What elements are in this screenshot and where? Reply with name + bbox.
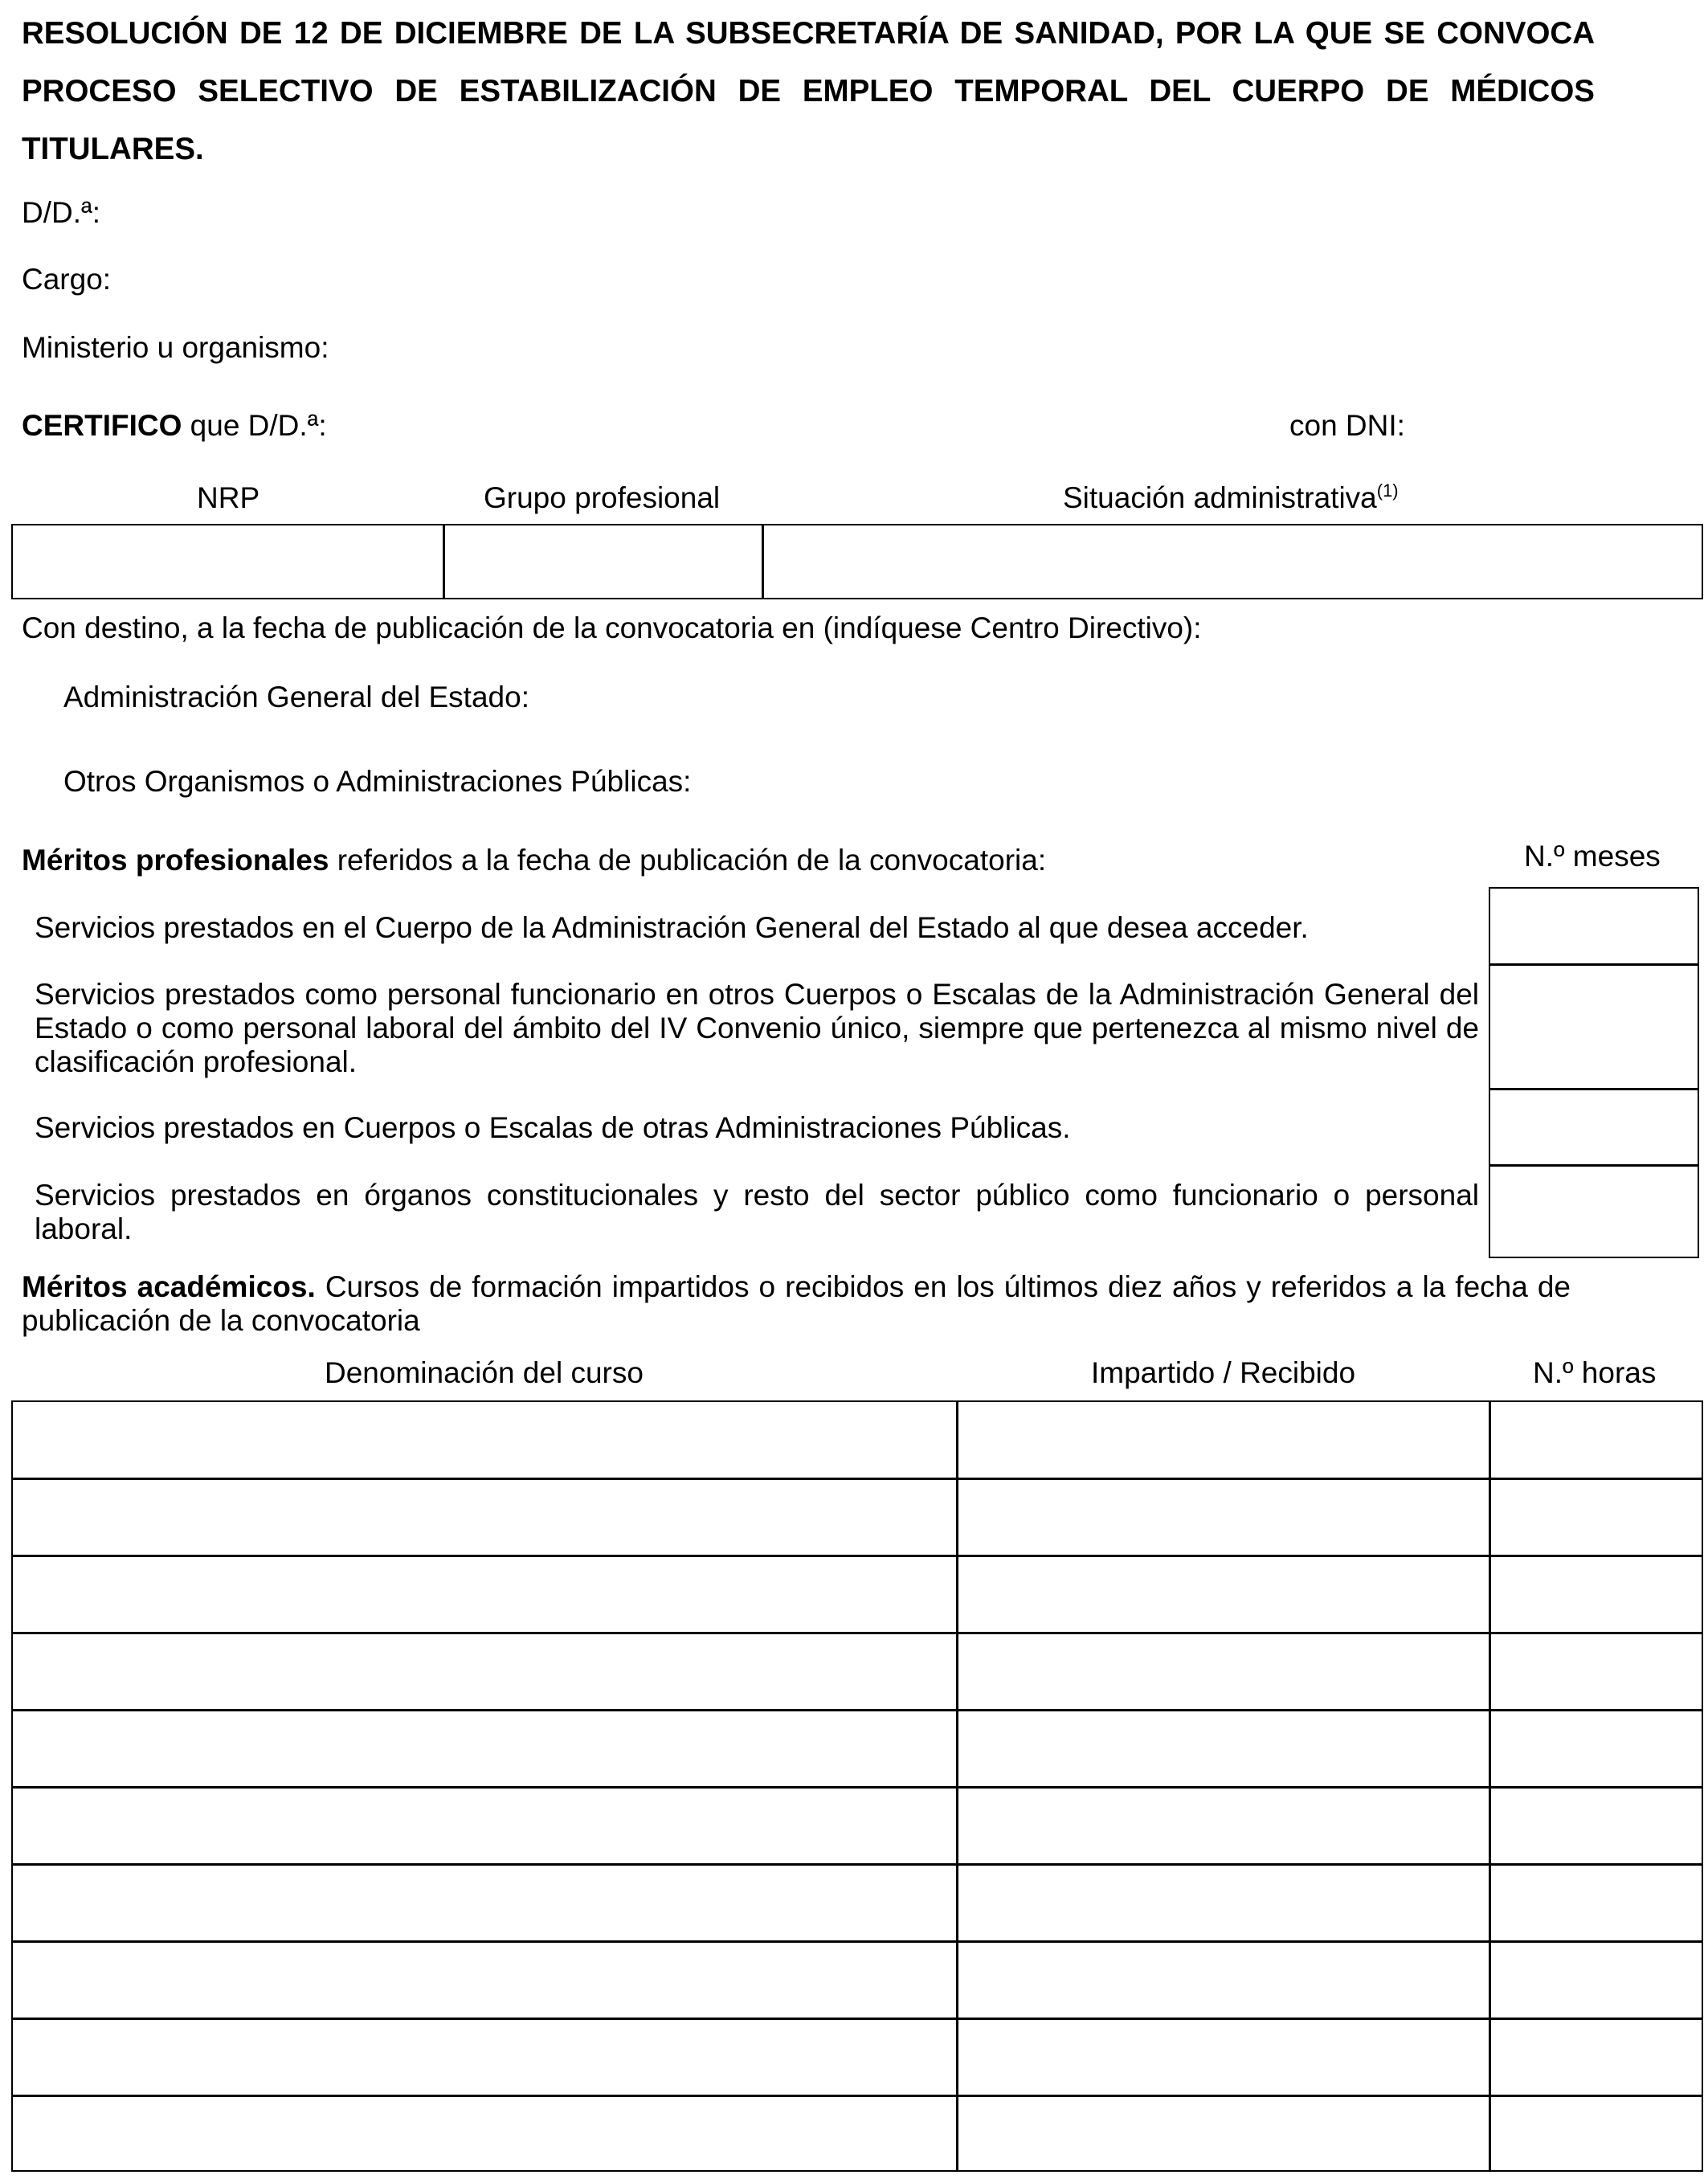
- impartido-input[interactable]: [958, 1866, 1489, 1940]
- horas-input[interactable]: [1490, 2097, 1702, 2171]
- merito-item: Servicios prestados en órganos constitucionales y resto del sector público como funcionario o personal laboral.: [35, 1179, 1479, 1245]
- footnote-mark: (1): [1376, 480, 1399, 501]
- horas-input[interactable]: [1490, 1480, 1702, 1554]
- meses-input[interactable]: [1491, 966, 1697, 1088]
- meses-input[interactable]: [1491, 1090, 1697, 1164]
- horas-input[interactable]: [1490, 1943, 1702, 2017]
- meritos-academicos-bold: Méritos académicos.: [22, 1270, 316, 1303]
- horas-input[interactable]: [1490, 1557, 1702, 1631]
- impartido-input[interactable]: [958, 1634, 1489, 1708]
- impartido-input[interactable]: [958, 1557, 1489, 1631]
- horas-header: N.º horas: [1533, 1356, 1657, 1389]
- curso-input[interactable]: [13, 2020, 956, 2094]
- nrp-input[interactable]: [13, 525, 443, 598]
- horas-input[interactable]: [1490, 1403, 1702, 1477]
- impartido-input[interactable]: [958, 2020, 1489, 2094]
- horas-input[interactable]: [1490, 1711, 1702, 1785]
- curso-input[interactable]: [13, 1480, 956, 1554]
- destino-label: Con destino, a la fecha de publicación de la convocatoria en (indíquese Centro Directivo):: [22, 611, 1202, 644]
- curso-input[interactable]: [13, 1866, 956, 1940]
- dd-label: D/D.ª:: [22, 196, 100, 229]
- curso-input[interactable]: [13, 1403, 956, 1477]
- impartido-input[interactable]: [958, 1789, 1489, 1862]
- impartido-input[interactable]: [958, 2097, 1489, 2171]
- meritos-profesionales-bold: Méritos profesionales: [22, 844, 329, 877]
- certifico-rest: que D/D.ª:: [182, 409, 327, 442]
- situacion-input[interactable]: [763, 525, 1702, 598]
- impartido-header: Impartido / Recibido: [1091, 1356, 1356, 1389]
- impartido-input[interactable]: [958, 1480, 1489, 1554]
- curso-input[interactable]: [13, 1711, 956, 1785]
- meses-input[interactable]: [1491, 889, 1697, 963]
- meses-header: N.º meses: [1524, 840, 1661, 873]
- destino-otros-label: Otros Organismos o Administraciones Públicas:: [63, 765, 692, 798]
- situacion-header: Situación administrativa$^{(1)}$: [1063, 480, 1399, 514]
- horas-input[interactable]: [1490, 1866, 1702, 1940]
- impartido-input[interactable]: [958, 1711, 1489, 1785]
- curso-header: Denominación del curso: [325, 1356, 644, 1389]
- certifico-line: [22, 409, 327, 443]
- horas-input[interactable]: [1490, 1789, 1702, 1862]
- grupo-input[interactable]: [444, 525, 762, 598]
- curso-input[interactable]: [13, 1557, 956, 1631]
- impartido-input[interactable]: [958, 1943, 1489, 2017]
- impartido-input[interactable]: [958, 1403, 1489, 1477]
- merito-item: Servicios prestados como personal funcionario en otros Cuerpos o Escalas de la Administración General del Estado o como personal laboral del ámbito del IV Convenio único, siempre que pertenezca al mismo nivel de clasificación profesional.: [35, 978, 1479, 1078]
- merito-item: Servicios prestados en Cuerpos o Escalas de otras Administraciones Públicas.: [35, 1111, 1071, 1144]
- curso-input[interactable]: [13, 1634, 956, 1708]
- grupo-header: Grupo profesional: [484, 481, 721, 514]
- merito-item: Servicios prestados en el Cuerpo de la Administración General del Estado al que desea acceder.: [35, 911, 1309, 944]
- curso-input[interactable]: [13, 1943, 956, 2017]
- certifico-bold: CERTIFICO: [22, 409, 182, 442]
- meritos-academicos-heading: [22, 1270, 1571, 1338]
- curso-input[interactable]: [13, 1789, 956, 1862]
- meritos-profesionales-heading: [22, 844, 1046, 877]
- destino-age-label: Administración General del Estado:: [63, 681, 529, 713]
- meritos-academicos-rest: Cursos de formación impartidos o recibidos en los últimos diez años y referidos a la fecha de publicación de la convocatoria: [22, 1270, 1571, 1337]
- horas-input[interactable]: [1490, 1634, 1702, 1708]
- cargo-label: Cargo:: [22, 263, 112, 296]
- dni-label: con DNI:: [1289, 409, 1405, 442]
- meses-input[interactable]: [1491, 1167, 1697, 1256]
- document-title: RESOLUCIÓN DE 12 DE DICIEMBRE DE LA SUBSECRETARÍA DE SANIDAD, POR LA QUE SE CONVOCA PROCESO SELECTIVO DE ESTABILIZACIÓN DE EMPLEO TEMPORAL DEL CUERPO DE MÉDICOS TITULARES.: [22, 16, 1595, 166]
- ministerio-label: Ministerio u organismo:: [22, 331, 329, 364]
- horas-input[interactable]: [1490, 2020, 1702, 2094]
- nrp-header: NRP: [197, 481, 260, 514]
- meritos-profesionales-rest: referidos a la fecha de publicación de la convocatoria:: [329, 844, 1047, 877]
- curso-input[interactable]: [13, 2097, 956, 2171]
